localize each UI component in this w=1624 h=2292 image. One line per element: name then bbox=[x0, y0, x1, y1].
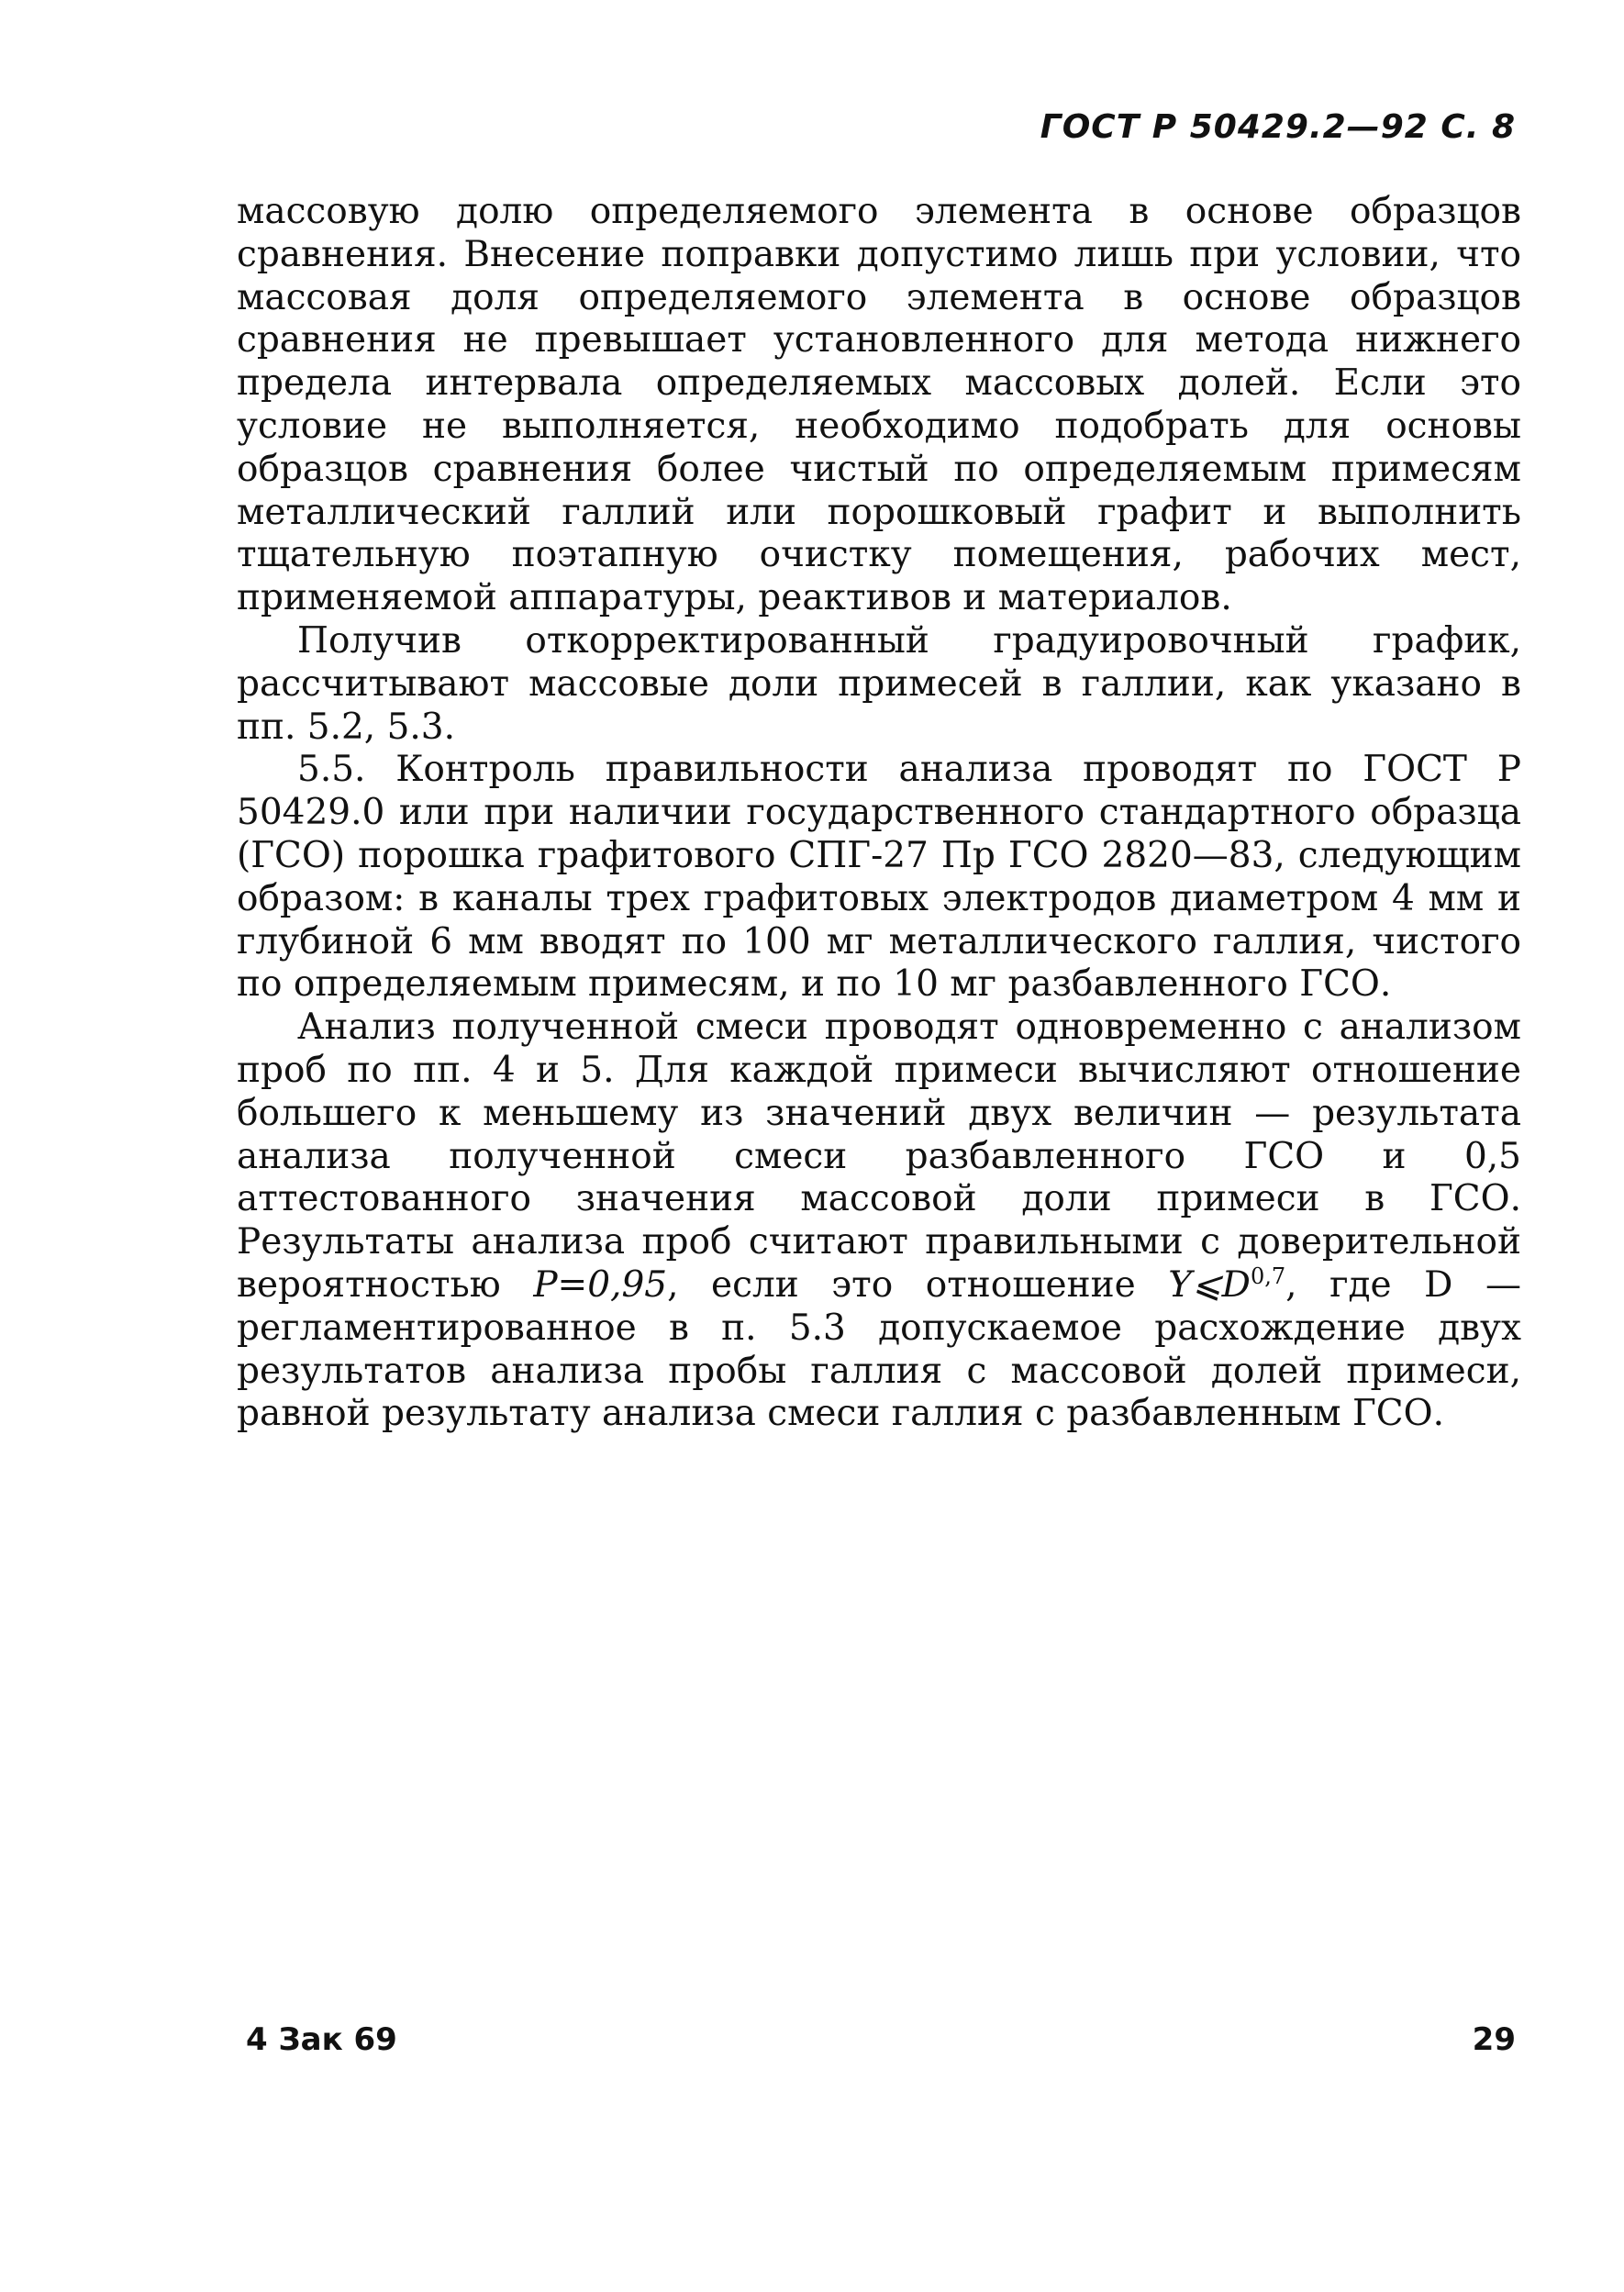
analysis-text-start: Анализ полученной смеси проводят одновременно с анализом проб по пп. 4 и 5. Для каждой примеси вычисляют отношение большего к меньшему из значений двух величин — результата анализа полученной смеси разбавленного ГСО и 0,5 аттестованного значения массовой доли примеси в ГСО. Результаты анализа проб считают правильными с доверительной вероятностью bbox=[237, 1007, 1521, 1306]
page-number: 29 bbox=[1472, 2021, 1516, 2058]
body-text bbox=[237, 191, 1521, 1436]
analysis-text-middle: , если это отношение bbox=[667, 1263, 1169, 1306]
analysis-text-end: , где D — регламентированное в п. 5.3 допускаемое расхождение двух результатов анализа пробы галлия с массовой долей примеси, равной результату анализа смеси галлия с разбавленным ГСО. bbox=[237, 1263, 1521, 1435]
paragraph-calculation: Получив откорректированный градуировочный график, рассчитывают массовые доли примесей в галлии, как указано в пп. 5.2, 5.3. bbox=[237, 619, 1521, 748]
criterion-formula bbox=[1168, 1264, 1285, 1306]
paragraph-accuracy-control: 5.5. Контроль правильности анализа проводят по ГОСТ Р 50429.0 или при наличии государственного стандартного образца (ГСО) порошка графитового СПГ-27 Пр ГСО 2820—83, следующим образом: в каналы трех графитовых электродов диаметром 4 мм и глубиной 6 мм вводят по 100 мг металлического галлия, чистого по определяемым примесям, и по 10 мг разбавленного ГСО. bbox=[237, 749, 1521, 1006]
probability-value: P=0,95 bbox=[533, 1263, 668, 1306]
print-order-number: 4 Зак 69 bbox=[246, 2021, 397, 2058]
paragraph-analysis bbox=[237, 1007, 1521, 1436]
running-header: ГОСТ Р 50429.2—92 С. 8 bbox=[1040, 108, 1516, 146]
paragraph-correction: массовую долю определяемого элемента в основе образцов сравнения. Внесение поправки допустимо лишь при условии, что массовая доля определяемого элемента в основе образцов сравнения не превышает установленного для метода нижнего предела интервала определяемых массовых долей. Если это условие не выполняется, необходимо подобрать для основы образцов сравнения более чистый по определяемым примесям металлический галлий или порошковый графит и выполнить тщательную поэтапную очистку помещения, рабочих мест, применяемой аппаратуры, реактивов и материалов. bbox=[237, 191, 1521, 619]
formula-exponent: 0,7 bbox=[1250, 1263, 1286, 1289]
formula-base: Y⩽D bbox=[1168, 1263, 1251, 1306]
